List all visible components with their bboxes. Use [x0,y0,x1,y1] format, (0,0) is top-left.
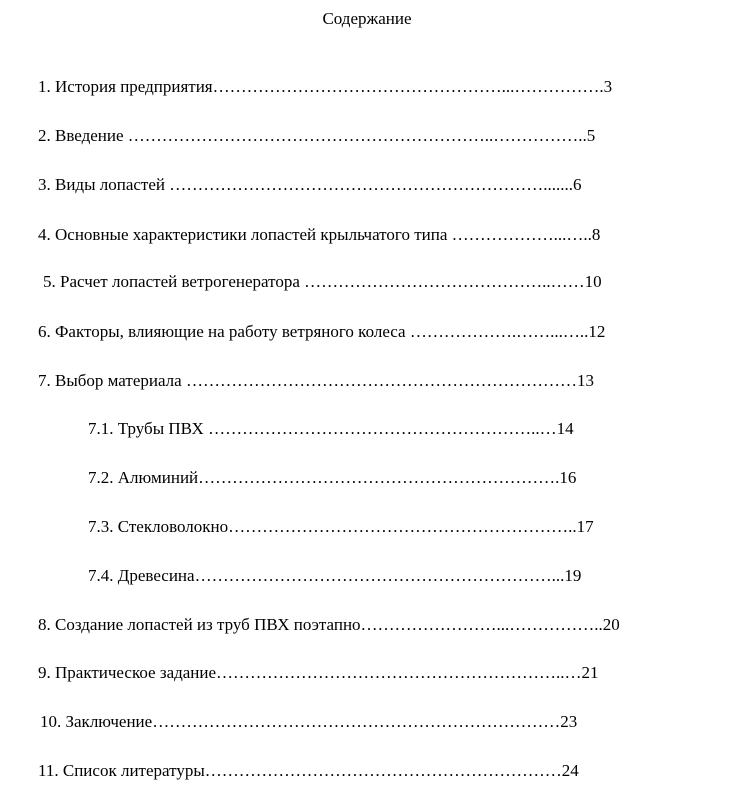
toc-entry-5: 5. Расчет лопастей ветрогенератора ……………………………………..……10 [43,272,602,291]
toc-entry-9: 9. Практическое задание……………………………………………………..…21 [38,663,599,682]
toc-entry-7: 7. Выбор материала ……………………………………………………………13 [38,371,594,390]
toc-entry-7-3: 7.3. Стекловолокно……………………………………………………..17 [88,517,594,536]
toc-entry-8: 8. Создание лопастей из труб ПВХ поэтапно……………………...……………..20 [38,615,620,634]
toc-entry-10: 10. Заключение………………………………………………………………23 [40,712,578,731]
toc-entry-7-1: 7.1. Трубы ПВХ …………………………………………………..…14 [88,419,574,438]
page-title: Содержание [322,9,412,28]
toc-entry-7-4: 7.4. Древесина………………………………………………………...19 [88,566,582,585]
toc-entry-6: 6. Факторы, влияющие на работу ветряного колеса ……………….……...…..12 [38,322,606,341]
toc-entry-1: 1. История предприятия……………………………………………...…………….3 [38,77,613,96]
toc-entry-11: 11. Список литературы………………………………………………………24 [38,761,579,780]
toc-entry-2: 2. Введение ………………………………………………………..……………..5 [38,126,596,145]
toc-entry-7-2: 7.2. Алюминий……………………………………………………….16 [88,468,577,487]
toc-entry-3: 3. Виды лопастей ………………………………………………………….......6 [38,175,582,194]
toc-entry-4: 4. Основные характеристики лопастей крыльчатого типа ………………...…..8 [38,225,601,244]
